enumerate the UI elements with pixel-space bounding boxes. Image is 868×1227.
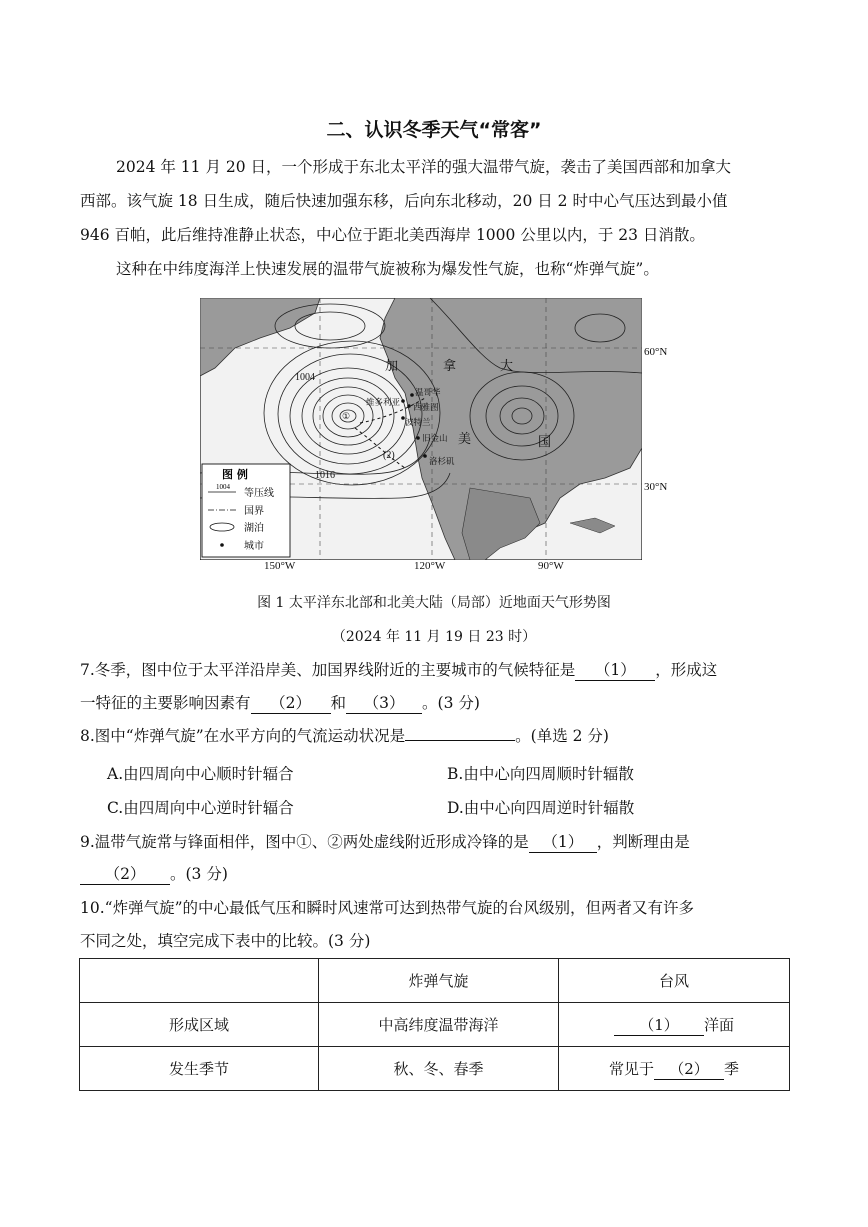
front-marker-2: (2) — [383, 450, 395, 461]
cell-typhoon-region-suffix: 洋面 — [703, 1015, 734, 1034]
cell-bomb-region: 中高纬度温带海洋 — [319, 1003, 559, 1047]
isobar-label-1004: 1004 — [295, 372, 315, 383]
q8-option-c[interactable]: C.由四周向中心逆时针辐合 — [107, 799, 294, 817]
q9-text-a: 9.温带气旋常与锋面相伴，图中①、②两处虚线附近形成冷锋的是 — [80, 833, 529, 851]
q9-blank-2[interactable]: （2） — [80, 864, 170, 885]
q8-text-a: 8.图中“炸弹气旋”在水平方向的气流运动状况是 — [80, 727, 406, 745]
table-row — [80, 1003, 790, 1047]
city-san-francisco: 旧金山 — [422, 434, 448, 444]
row-label-region: 形成区域 — [80, 1003, 319, 1047]
question-7-line-1 — [80, 654, 792, 687]
legend-item-border: 国界 — [244, 506, 264, 517]
q7-blank-3[interactable]: （3） — [346, 693, 422, 714]
question-10-line-2: 不同之处，填空完成下表中的比较。(3 分) — [80, 932, 371, 950]
q7-text-a: 7.冬季，图中位于太平洋沿岸美、加国界线附近的主要城市的气候特征是 — [80, 661, 576, 679]
city-los-angeles: 洛杉矶 — [429, 457, 455, 467]
figure-time: （2024 年 11 月 19 日 23 时） — [331, 629, 537, 645]
map-legend — [202, 464, 290, 557]
cyclone-center-label: ① — [342, 411, 351, 421]
lon-label-150w: 150°W — [264, 560, 296, 572]
table-header-row — [80, 959, 790, 1003]
question-7-line-2 — [80, 687, 792, 720]
q7-text-d: 一特征的主要影响因素有 — [80, 694, 251, 712]
lat-label-60n: 60°N — [644, 346, 668, 358]
intro-line-3: 946 百帕，此后维持准静止状态，中心位于距北美西海岸 1000 公里以内，于 23 日消散。 — [80, 226, 705, 244]
country-label-na: 拿 — [443, 359, 457, 374]
q7-text-c: ，形成这 — [655, 661, 718, 679]
question-10-line-1: 10.“炸弹气旋”的中心最低气压和瞬时风速常可达到热带气旋的台风级别，但两者又有许多 — [80, 899, 695, 917]
weather-map — [200, 298, 642, 560]
cell-typhoon-region — [559, 1003, 790, 1047]
cell-typhoon-season — [559, 1047, 790, 1091]
intro-line-1: 2024 年 11 月 20 日，一个形成于东北太平洋的强大温带气旋，袭击了美国西部和加拿大 — [116, 158, 732, 176]
city-vancouver-dot — [410, 393, 414, 397]
cell-typhoon-season-suffix: 季 — [724, 1059, 740, 1078]
legend-item-city: 城市 — [244, 541, 264, 552]
country-label-guo: 国 — [538, 435, 552, 450]
intro-line-2: 西部。该气旋 18 日生成，随后快速加强东移，后向东北移动，20 日 2 时中心气压达到最小值 — [80, 192, 728, 210]
q7-text-e: 和 — [330, 694, 347, 712]
city-victoria-dot — [401, 399, 405, 403]
q9-text-d: 。(3 分) — [170, 865, 228, 883]
city-sf-dot — [416, 436, 420, 440]
q8-text-b: 。(单选 2 分) — [515, 727, 609, 745]
country-label-mei: 美 — [458, 432, 472, 447]
table-header-bomb: 炸弹气旋 — [319, 959, 559, 1003]
legend-item-isobar: 等压线 — [244, 488, 274, 499]
table-blank-1[interactable]: （1） — [614, 1015, 704, 1036]
q9-blank-1[interactable]: （1） — [529, 832, 597, 853]
q8-option-b[interactable]: B.由中心向四周顺时针辐散 — [447, 765, 634, 783]
q7-text-f: 。(3 分) — [422, 694, 480, 712]
table-header-typhoon: 台风 — [559, 959, 790, 1003]
legend-title: 图 例 — [222, 468, 248, 481]
q8-blank[interactable] — [405, 740, 515, 741]
legend-item-lake: 湖泊 — [244, 523, 264, 534]
q7-blank-2[interactable]: （2） — [251, 693, 331, 714]
city-victoria: 维多利亚 — [366, 398, 401, 408]
cell-typhoon-season-prefix: 常见于 — [608, 1059, 654, 1078]
lon-label-120w: 120°W — [414, 560, 446, 572]
legend-isobar-sample: 1004 — [216, 483, 230, 491]
city-vancouver: 温哥华 — [415, 388, 441, 398]
table-row — [80, 1047, 790, 1091]
q9-text-c: ，判断理由是 — [596, 833, 690, 851]
q7-blank-1[interactable]: （1） — [575, 660, 655, 681]
q8-option-a[interactable]: A.由四周向中心顺时针辐合 — [107, 765, 294, 783]
lon-label-90w: 90°W — [538, 560, 564, 572]
city-seattle: 西雅图 — [413, 403, 439, 413]
lat-label-30n: 30°N — [644, 481, 668, 493]
country-label-jia: 加 — [385, 359, 399, 374]
country-label-da: 大 — [500, 359, 514, 374]
comparison-table — [79, 958, 790, 1091]
intro-line-4: 这种在中纬度海洋上快速发展的温带气旋被称为爆发性气旋，也称“炸弹气旋”。 — [116, 260, 659, 278]
question-8 — [80, 720, 792, 753]
cell-bomb-season: 秋、冬、春季 — [319, 1047, 559, 1091]
row-label-season: 发生季节 — [80, 1047, 319, 1091]
legend-city-dot-icon — [220, 543, 224, 547]
city-seattle-dot — [407, 404, 411, 408]
question-9-line-2 — [80, 858, 792, 891]
table-header-empty — [80, 959, 319, 1003]
question-9-line-1 — [80, 826, 792, 859]
city-la-dot — [423, 454, 427, 458]
q8-option-d[interactable]: D.由中心向四周逆时针辐散 — [447, 799, 635, 817]
section-title: 二、认识冬季天气“常客” — [326, 119, 542, 141]
city-portland: 波特兰 — [405, 418, 431, 428]
table-blank-2[interactable]: （2） — [654, 1059, 724, 1080]
isobar-label-1016: 1016 — [315, 470, 335, 481]
figure-caption: 图 1 太平洋东北部和北美大陆（局部）近地面天气形势图 — [257, 595, 611, 611]
